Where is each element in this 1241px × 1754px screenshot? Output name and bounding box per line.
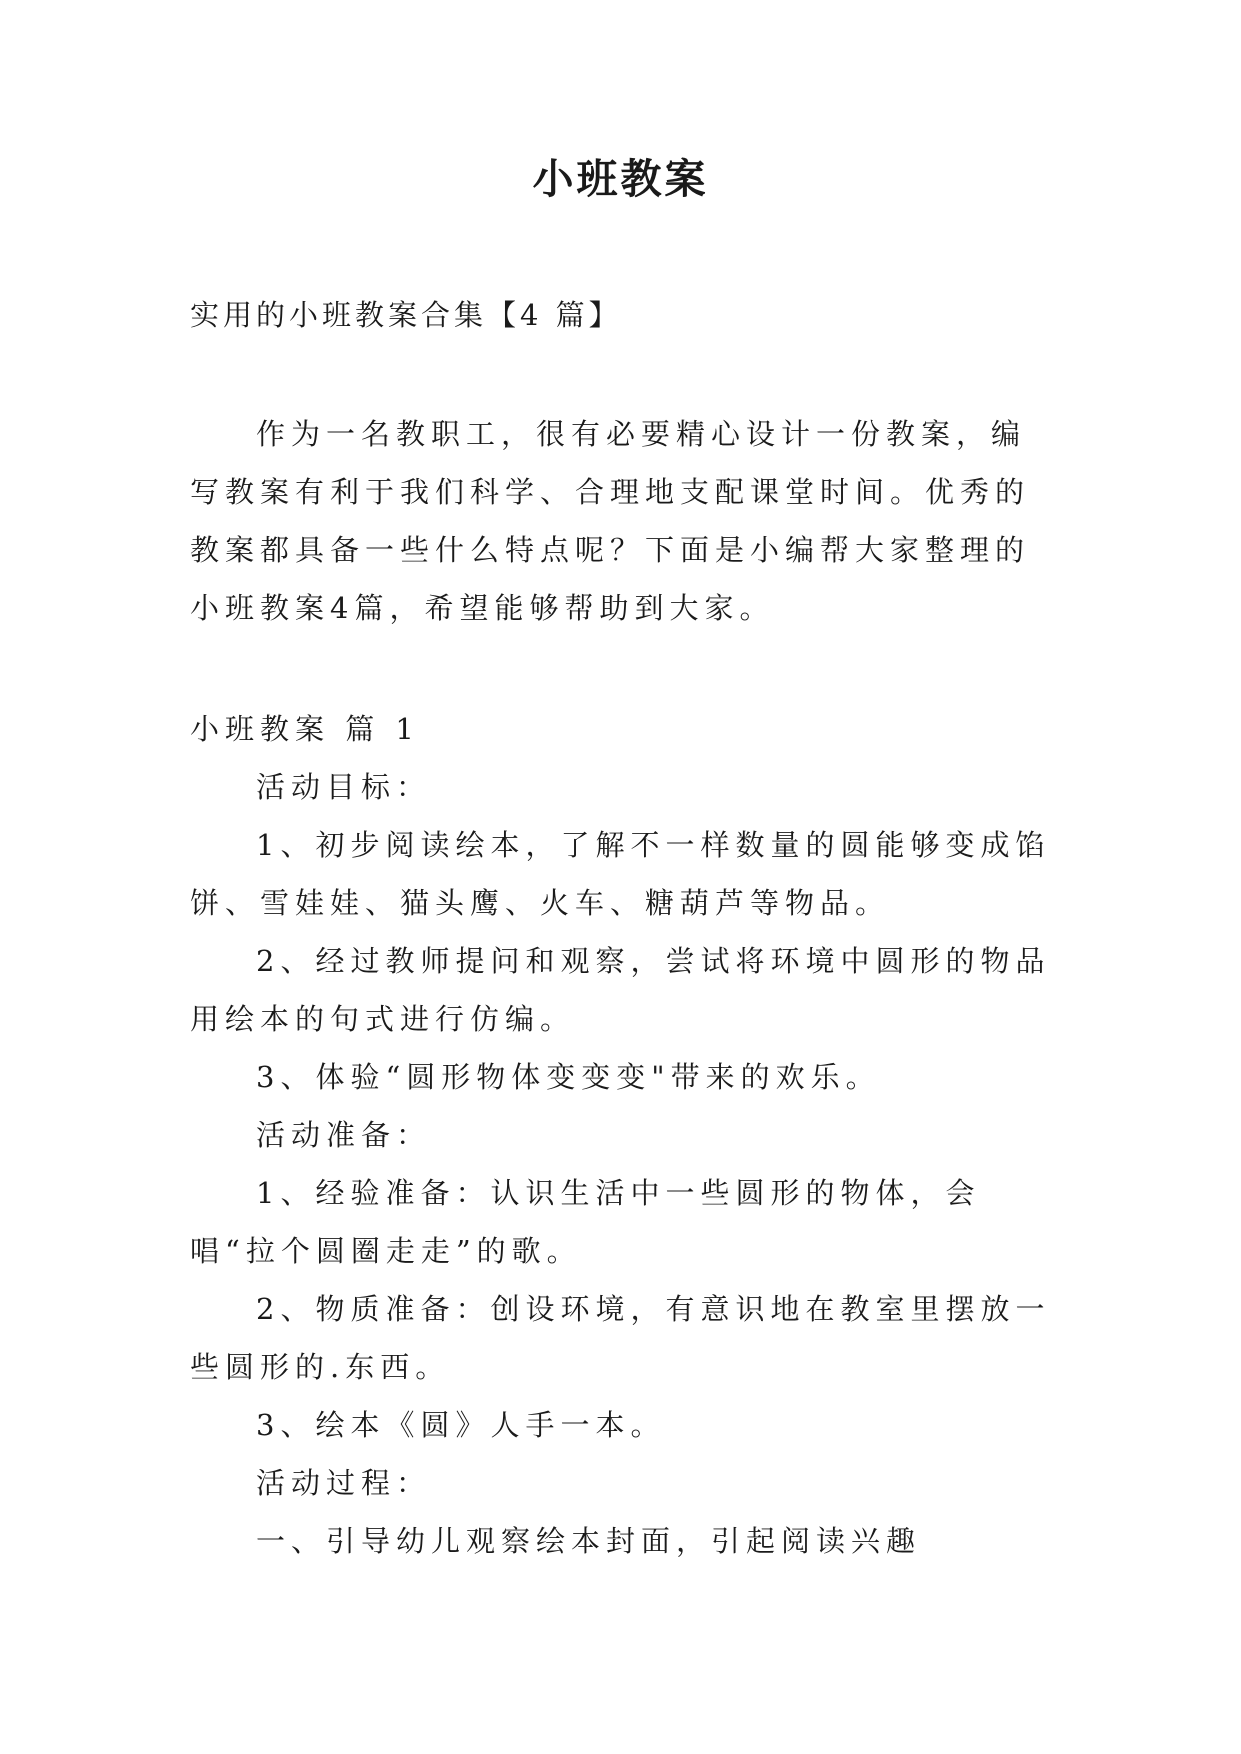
- lesson-section: [190, 700, 1070, 1570]
- paragraph-goal-2: 2、经过教师提问和观察，尝试将环境中圆形的物品用绘本的句式进行仿编。: [190, 944, 1051, 1036]
- document-title: 小班教案: [532, 155, 709, 203]
- paragraph-process-heading: 活动过程：: [256, 1466, 432, 1500]
- paragraph-goals-heading: 活动目标：: [256, 770, 432, 804]
- paragraph-goal-1: 1、初步阅读绘本，了解不一样数量的圆能够变成馅饼、雪娃娃、猫头鹰、火车、糖葫芦等物品。: [190, 828, 1051, 920]
- paragraph-prep-2: 2、物质准备：创设环境，有意识地在教室里摆放一些圆形的.东西。: [190, 1292, 1051, 1384]
- paragraph-goal-3: 3、体验“圆形物体变变变"带来的欢乐。: [256, 1060, 881, 1094]
- document-subtitle: 实用的小班教案合集【4 篇】: [190, 298, 622, 332]
- paragraph-prep-heading: 活动准备：: [256, 1118, 432, 1152]
- section-heading: 小班教案 篇 1: [190, 712, 420, 746]
- paragraph-process-1: 一、引导幼儿观察绘本封面，引起阅读兴趣: [256, 1524, 922, 1558]
- paragraph-prep-1: 1、经验准备：认识生活中一些圆形的物体，会唱“拉个圆圈走走”的歌。: [190, 1176, 981, 1268]
- paragraph-prep-3: 3、绘本《圆》人手一本。: [256, 1408, 666, 1442]
- intro-paragraph: 作为一名教职工，很有必要精心设计一份教案，编写教案有利于我们科学、合理地支配课堂时间。优秀的教案都具备一些什么特点呢？下面是小编帮大家整理的小班教案4篇，希望能够帮助到大家。: [190, 417, 1031, 625]
